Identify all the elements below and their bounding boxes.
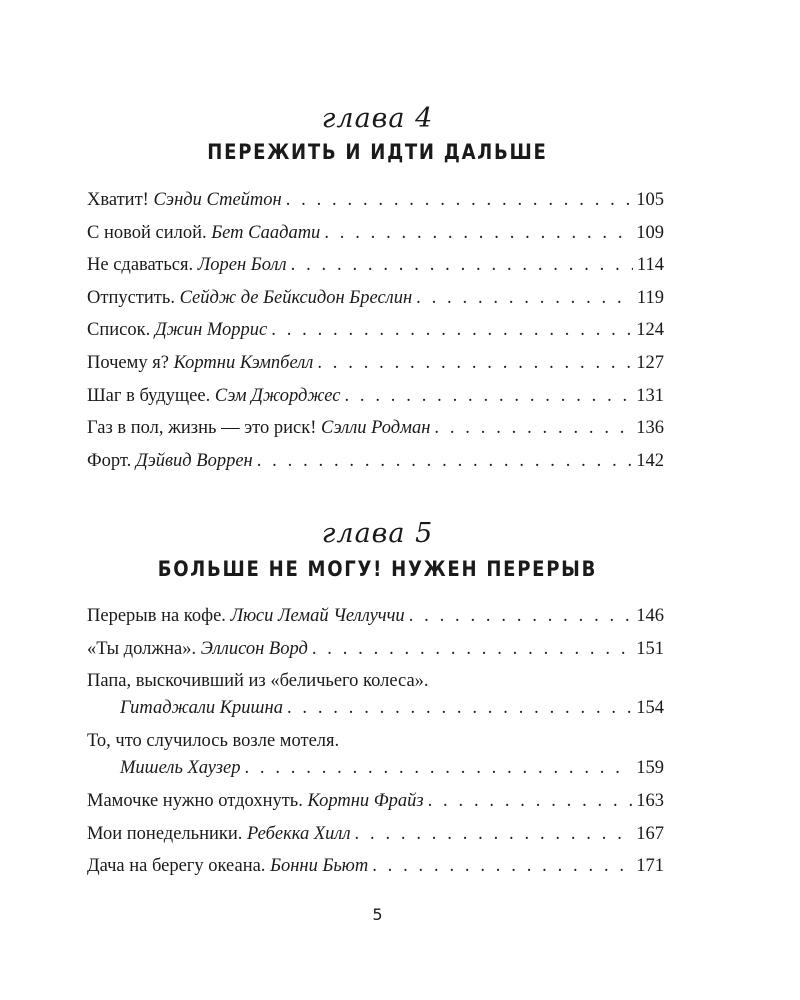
- entry-title-text: Газ в пол, жизнь — это риск! Сэлли Родман: [87, 418, 431, 439]
- entry-page-number: 142: [636, 450, 664, 471]
- entry-page-number: 127: [636, 352, 664, 373]
- entry-title-text: Не сдаваться. Лорен Болл: [87, 255, 287, 276]
- entry-title-text: Дача на берегу океана. Бонни Бьют: [87, 856, 369, 877]
- toc-entry[interactable]: [87, 288, 664, 321]
- page-number: 5: [372, 905, 383, 924]
- entry-title-text: Список. Джин Моррис: [87, 320, 268, 341]
- chapter-5-label: глава 5: [321, 518, 434, 549]
- entry-author: Джин Моррис: [154, 320, 268, 341]
- entry-title-text: Перерыв на кофе. Люси Лемай Челлуччи: [87, 606, 405, 626]
- dot-leader: [372, 856, 632, 877]
- entry-author: Лорен Болл: [197, 255, 287, 276]
- dot-leader: [355, 824, 633, 845]
- chapter-4-label: глава 4: [321, 103, 434, 134]
- dot-leader: [428, 791, 633, 812]
- entry-page-number: 154: [636, 698, 664, 719]
- toc-entry[interactable]: [87, 824, 664, 857]
- entry-page-number: 105: [636, 190, 664, 210]
- toc-entry[interactable]: [87, 353, 664, 386]
- entry-page-number: 124: [636, 320, 664, 341]
- toc-entry-two-line[interactable]: [87, 671, 664, 728]
- entry-page-number: 146: [636, 606, 664, 626]
- entry-author: Дэйвид Воррен: [135, 450, 253, 471]
- dot-leader: [244, 758, 632, 779]
- entry-author: Кортни Фрайз: [307, 791, 424, 812]
- entry-author: Бонни Бьют: [270, 856, 369, 877]
- dot-leader: [287, 698, 632, 719]
- toc-entry[interactable]: [87, 190, 664, 223]
- entry-title-text: Почему я? Кортни Кэмпбелл: [87, 352, 314, 373]
- toc-entry[interactable]: [87, 223, 664, 256]
- entry-title-text: «Ты должна». Эллисон Ворд: [87, 638, 308, 659]
- entry-author: Люси Лемай Челлуччи: [230, 606, 405, 626]
- entry-page-number: 151: [636, 638, 664, 659]
- dot-leader: [257, 451, 633, 472]
- entry-author: Сэм Джорджес: [214, 385, 341, 406]
- toc-entry[interactable]: [87, 255, 664, 288]
- dot-leader: [434, 418, 632, 439]
- entry-title-text: Хватит! Сэнди Стейтон: [87, 190, 282, 210]
- entry-author: Ребекка Хилл: [247, 823, 351, 844]
- chapter-4-title: ПЕРЕЖИТЬ И ИДТИ ДАЛЬШЕ: [207, 140, 548, 164]
- dot-leader: [324, 223, 632, 244]
- entry-page-number: 167: [636, 823, 664, 844]
- toc-entry-two-line[interactable]: [87, 731, 664, 788]
- entry-title-text: Мои понедельники. Ребекка Хилл: [87, 823, 351, 844]
- entry-author: Эллисон Ворд: [200, 638, 308, 659]
- entry-author: Сэлли Родман: [321, 418, 431, 439]
- dot-leader: [317, 353, 632, 374]
- dot-leader: [409, 606, 633, 627]
- entry-title-text: Форт. Дэйвид Воррен: [87, 450, 253, 471]
- entry-title-text: Мамочке нужно отдохнуть. Кортни Фрайз: [87, 791, 424, 812]
- dot-leader: [344, 386, 632, 407]
- dot-leader: [312, 639, 632, 660]
- entry-author: Мишель Хаузер: [120, 758, 241, 779]
- entry-page-number: 171: [636, 856, 664, 877]
- dot-leader: [291, 255, 633, 276]
- entry-author: Бет Саадати: [211, 222, 321, 243]
- entry-page-number: 109: [636, 222, 664, 243]
- entry-title-text: Отпустить. Сейдж де Бейксидон Бреслин: [87, 287, 413, 308]
- entry-author: Сэнди Стейтон: [153, 190, 282, 210]
- entry-page-number: 136: [636, 418, 664, 439]
- chapter-5-title: БОЛЬШЕ НЕ МОГУ! НУЖЕН ПЕРЕРЫВ: [157, 557, 598, 581]
- entry-page-number: 119: [636, 287, 664, 308]
- entry-page-number: 131: [636, 385, 664, 406]
- entry-title-text: Папа, выскочивший из «беличьего колеса».: [87, 671, 429, 692]
- chapter-4-toc: [87, 190, 664, 483]
- toc-entry[interactable]: [87, 791, 664, 824]
- dot-leader: [271, 320, 632, 341]
- toc-entry[interactable]: [87, 856, 664, 889]
- toc-entry[interactable]: [87, 639, 664, 672]
- dot-leader: [416, 288, 633, 309]
- entry-author: Кортни Кэмпбелл: [173, 352, 314, 373]
- dot-leader: [286, 190, 633, 211]
- toc-entry[interactable]: [87, 418, 664, 451]
- entry-title-text: С новой силой. Бет Саадати: [87, 222, 321, 243]
- toc-entry[interactable]: [87, 451, 664, 484]
- entry-author: Сейдж де Бейксидон Бреслин: [179, 287, 413, 308]
- entry-page-number: 114: [636, 255, 664, 276]
- toc-entry[interactable]: [87, 386, 664, 419]
- toc-entry[interactable]: [87, 320, 664, 353]
- entry-author: Гитаджали Кришна: [120, 698, 283, 719]
- entry-title-text: Шаг в будущее. Сэм Джорджес: [87, 385, 341, 406]
- entry-title-text: То, что случилось возле мотеля.: [87, 731, 340, 752]
- toc-entry[interactable]: [87, 606, 664, 639]
- entry-page-number: 159: [636, 758, 664, 779]
- chapter-5-toc: [87, 606, 664, 889]
- entry-page-number: 163: [636, 791, 664, 812]
